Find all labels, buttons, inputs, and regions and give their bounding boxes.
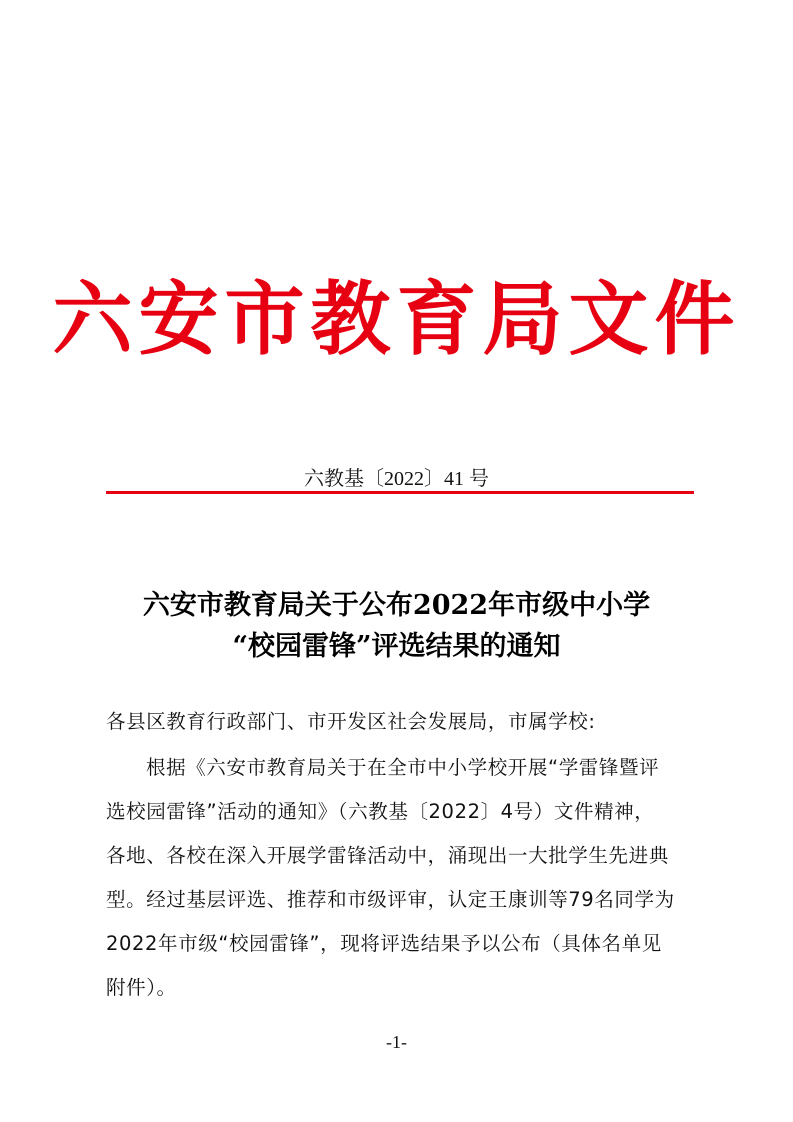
paragraph-line: 选校园雷锋”活动的通知》（六教基〔2022〕4号）文件精神， xyxy=(106,800,655,823)
notice-title-line-2: “校园雷锋”评选结果的通知 xyxy=(232,631,561,662)
paragraph-line: 各地、各校在深入开展学雷锋活动中，涌现出一大批学生先进典 xyxy=(106,844,669,867)
paragraph-line: 2022年市级“校园雷锋”，现将评选结果予以公布（具体名单见 xyxy=(106,932,662,955)
paragraph-line: 附件）。 xyxy=(106,976,177,999)
salutation: 各县区教育行政部门、市开发区社会发展局，市属学校: xyxy=(106,710,596,733)
document-number: 六教基〔2022〕41 号 xyxy=(304,468,489,490)
page-number: -1- xyxy=(386,1032,407,1052)
red-divider-line xyxy=(106,491,694,494)
notice-title-line-1: 六安市教育局关于公布2022年市级中小学 xyxy=(142,590,651,621)
document-masthead: 六安市教育局文件 xyxy=(52,271,741,366)
paragraph-line: 型。经过基层评选、推荐和市级评审，认定王康训等79名同学为 xyxy=(106,888,675,911)
paragraph-line: 根据《六安市教育局关于在全市中小学校开展“学雷锋暨评 xyxy=(146,756,660,779)
